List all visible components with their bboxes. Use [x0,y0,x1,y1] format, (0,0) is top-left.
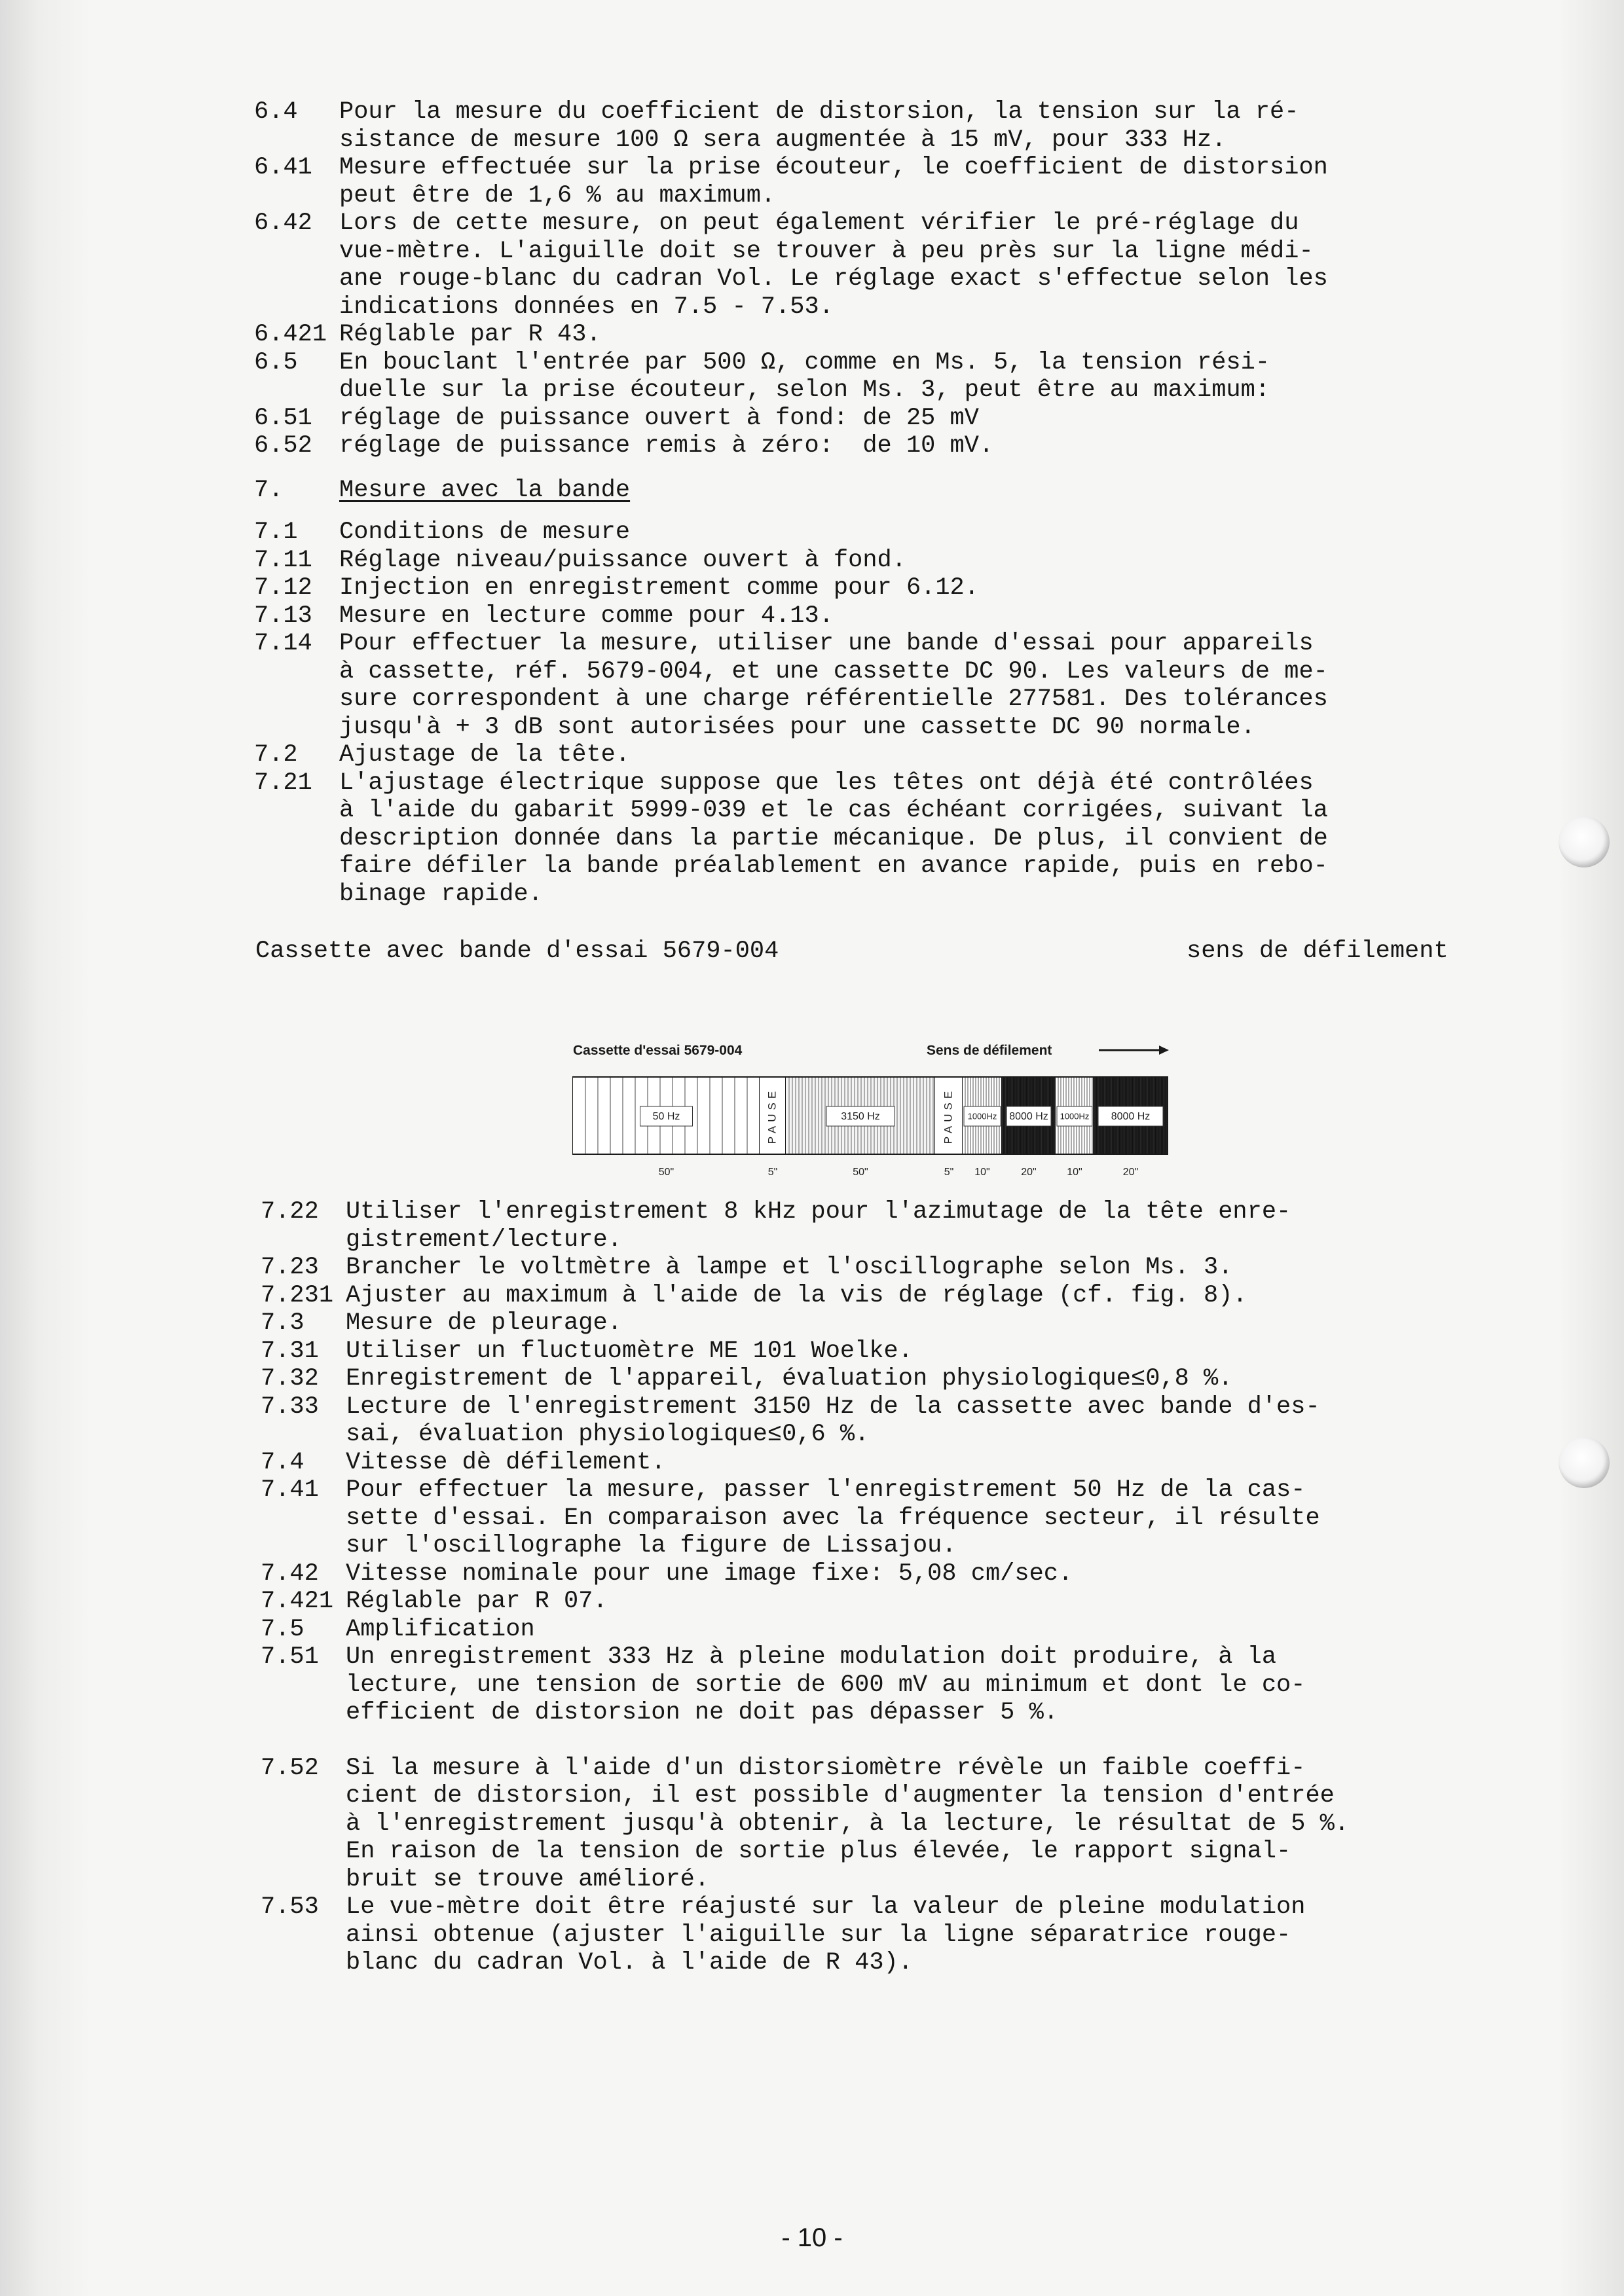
section-number: 7.32 [261,1365,319,1393]
segment-duration: 20" [1122,1167,1139,1178]
punch-hole-lower [1559,1437,1610,1488]
tape-segment [760,1078,786,1154]
section-number: 6.42 [254,210,312,237]
section-text: réglage de puissance remis à zéro: de 10 mV. [339,432,994,460]
section-text: lecture, une tension de sortie de 600 mV au minimum et dont le co- [346,1671,1306,1699]
section-text: Réglage niveau/puissance ouvert à fond. [339,546,906,574]
section-number: 7.14 [254,630,312,657]
section-text: Injection en enregistrement comme pour 6.12. [339,574,979,602]
tape-segments [573,1078,1168,1154]
section-text: Vitesse nominale pour une image fixe: 5,08 cm/sec. [346,1559,1073,1588]
section-text: à cassette, réf. 5679-004, et une cassette DC 90. Les valeurs de me- [339,657,1328,685]
test-cassette-diagram [570,1038,1172,1188]
section-title: Mesure avec la bande [339,477,631,504]
section-text: peut être de 1,6 % au maximum. [339,181,776,210]
section-number: 7.4 [261,1448,304,1476]
tape-segment [1094,1078,1168,1154]
tape-segment [1002,1078,1056,1154]
tape-segment [935,1078,963,1154]
section-text: sur l'oscillographe la figure de Lissajou. [346,1532,957,1559]
section-text: efficient de distorsion ne doit pas dépasser 5 %. [346,1699,1058,1726]
section-text: indications données en 7.5 - 7.53. [339,293,834,321]
section-text: Utiliser un fluctuomètre ME 101 Woelke. [346,1337,913,1365]
section-text: Amplification [346,1615,535,1643]
section-number: 6.52 [254,432,312,460]
segment-label: PAUSE [942,1087,955,1144]
section-text: Enregistrement de l'appareil, évaluation physiologique≤0,8 %. [346,1365,1233,1393]
section-text: bruit se trouve amélioré. [346,1865,710,1893]
section-number: 7.53 [261,1893,319,1921]
diagram-direction-label: Sens de défilement [927,1043,1052,1058]
segment-label: 3150 Hz [841,1111,880,1123]
section-number: 7.42 [261,1559,319,1588]
section-number: 6.41 [254,154,312,181]
section-text: binage rapide. [339,880,543,908]
section-text: Mesure effectuée sur la prise écouteur, le coefficient de distorsion [339,154,1328,181]
section-text: description donnée dans la partie mécanique. De plus, il convient de [339,824,1328,852]
segment-duration: 10" [1067,1167,1082,1178]
section-text: En raison de la tension de sortie plus élevée, le rapport signal- [346,1838,1291,1865]
section-text: Ajuster au maximum à l'aide de la vis de réglage (cf. fig. 8). [346,1281,1247,1309]
section-text: duelle sur la prise écouteur, selon Ms. 3, peut être au maximum: [339,376,1270,404]
section-text: à l'enregistrement jusqu'à obtenir, à la lecture, le résultat de 5 %. [346,1810,1350,1838]
segment-duration: 20" [1021,1167,1037,1178]
section-number: 7.21 [254,769,312,797]
section-text: Conditions de mesure [339,519,631,546]
section-text: ane rouge-blanc du cadran Vol. Le réglage exact s'effectue selon les [339,265,1328,293]
section-number: 6.51 [254,404,312,432]
figure-caption-right: sens de défilement [1187,938,1449,965]
section-number: 7.52 [261,1754,319,1782]
section-text: Lecture de l'enregistrement 3150 Hz de la cassette avec bande d'es- [346,1393,1320,1421]
section-number: 7.421 [261,1588,334,1615]
section-text: Pour effectuer la mesure, passer l'enregistrement 50 Hz de la cas- [346,1476,1306,1504]
section-number: 7.2 [254,741,298,769]
section-text: cient de distorsion, il est possible d'augmenter la tension d'entrée [346,1782,1335,1810]
section-text: blanc du cadran Vol. à l'aide de R 43). [346,1949,913,1977]
section-number: 7.5 [261,1615,304,1643]
section-text: Vitesse dè défilement. [346,1448,666,1476]
section-number: 6.421 [254,321,327,348]
tape-segment [1056,1078,1094,1154]
section-number: 7.13 [254,602,312,630]
section-number: 7.22 [261,1198,319,1226]
section-text: Ajustage de la tête. [339,741,631,769]
tape-segment [963,1078,1002,1154]
section-text: ainsi obtenue (ajuster l'aiguille sur la ligne séparatrice rouge- [346,1921,1291,1949]
segment-duration: 10" [974,1167,990,1178]
segment-label: 8000 Hz [1009,1111,1048,1123]
tape-segment [786,1078,935,1154]
section-text: Pour la mesure du coefficient de distorsion, la tension sur la ré- [339,98,1299,126]
section-text: Mesure de pleurage. [346,1309,622,1337]
section-text: vue-mètre. L'aiguille doit se trouver à peu près sur la ligne médi- [339,237,1314,265]
section-number: 7.1 [254,519,298,546]
section-number: 7. [254,477,284,504]
section-number: 7.3 [261,1309,304,1337]
segment-label: 8000 Hz [1111,1111,1151,1123]
section-number: 7.23 [261,1254,319,1281]
section-text: Si la mesure à l'aide d'un distorsiomètre révèle un faible coeffi- [346,1754,1306,1782]
segment-label: 1000Hz [1060,1111,1090,1121]
figure-caption-left: Cassette avec bande d'essai 5679-004 [255,938,779,965]
page-number: - 10 - [781,2223,843,2252]
section-text: Un enregistrement 333 Hz à pleine modulation doit produire, à la [346,1643,1277,1671]
section-text: En bouclant l'entrée par 500 Ω, comme en Ms. 5, la tension rési- [339,348,1270,376]
section-text: gistrement/lecture. [346,1226,622,1254]
punch-hole-upper [1559,816,1610,867]
segment-duration: 50" [853,1167,868,1178]
section-text: à l'aide du gabarit 5999-039 et le cas échéant corrigées, suivant la [339,797,1328,824]
section-number: 7.33 [261,1393,319,1421]
segment-duration: 5" [767,1167,778,1178]
section-text: réglage de puissance ouvert à fond: de 25 mV [339,404,979,432]
section-text: sure correspondent à une charge référentielle 277581. Des tolérances [339,685,1328,713]
section-text: faire défiler la bande préalablement en avance rapide, puis en rebo- [339,852,1328,880]
segment-label: 1000Hz [967,1111,997,1121]
section-text: Pour effectuer la mesure, utiliser une bande d'essai pour appareils [339,630,1314,657]
section-text: sette d'essai. En comparaison avec la fréquence secteur, il résulte [346,1504,1320,1532]
section-text: Brancher le voltmètre à lampe et l'oscillographe selon Ms. 3. [346,1254,1233,1281]
segment-label: PAUSE [766,1087,779,1144]
section-number: 7.231 [261,1281,334,1309]
direction-arrow-icon [1099,1046,1169,1055]
section-text: sai, évaluation physiologique≤0,6 %. [346,1421,870,1448]
section-text: sistance de mesure 100 Ω sera augmentée à 15 mV, pour 333 Hz. [339,126,1227,154]
section-number: 7.11 [254,546,312,574]
tape-segment [573,1078,760,1154]
segment-duration: 50" [658,1167,674,1178]
section-number: 7.12 [254,574,312,602]
section-text: Réglable par R 43. [339,321,601,348]
section-text: Le vue-mètre doit être réajusté sur la valeur de pleine modulation [346,1893,1306,1921]
section-text: Réglable par R 07. [346,1588,608,1615]
section-number: 7.31 [261,1337,319,1365]
section-text: Mesure en lecture comme pour 4.13. [339,602,834,630]
section-number: 7.41 [261,1476,319,1504]
section-number: 6.5 [254,348,298,376]
diagram-title: Cassette d'essai 5679-004 [573,1043,743,1058]
segment-label: 50 Hz [652,1111,680,1123]
segment-duration: 5" [944,1167,954,1178]
section-number: 6.4 [254,98,298,126]
section-number: 7.51 [261,1643,319,1671]
section-text: Utiliser l'enregistrement 8 kHz pour l'azimutage de la tête enre- [346,1198,1291,1226]
segment-durations [659,1167,1138,1178]
section-text: jusqu'à + 3 dB sont autorisées pour une cassette DC 90 normale. [339,713,1255,741]
section-text: Lors de cette mesure, on peut également vérifier le pré-réglage du [339,210,1299,237]
section-text: L'ajustage électrique suppose que les têtes ont déjà été contrôlées [339,769,1314,797]
